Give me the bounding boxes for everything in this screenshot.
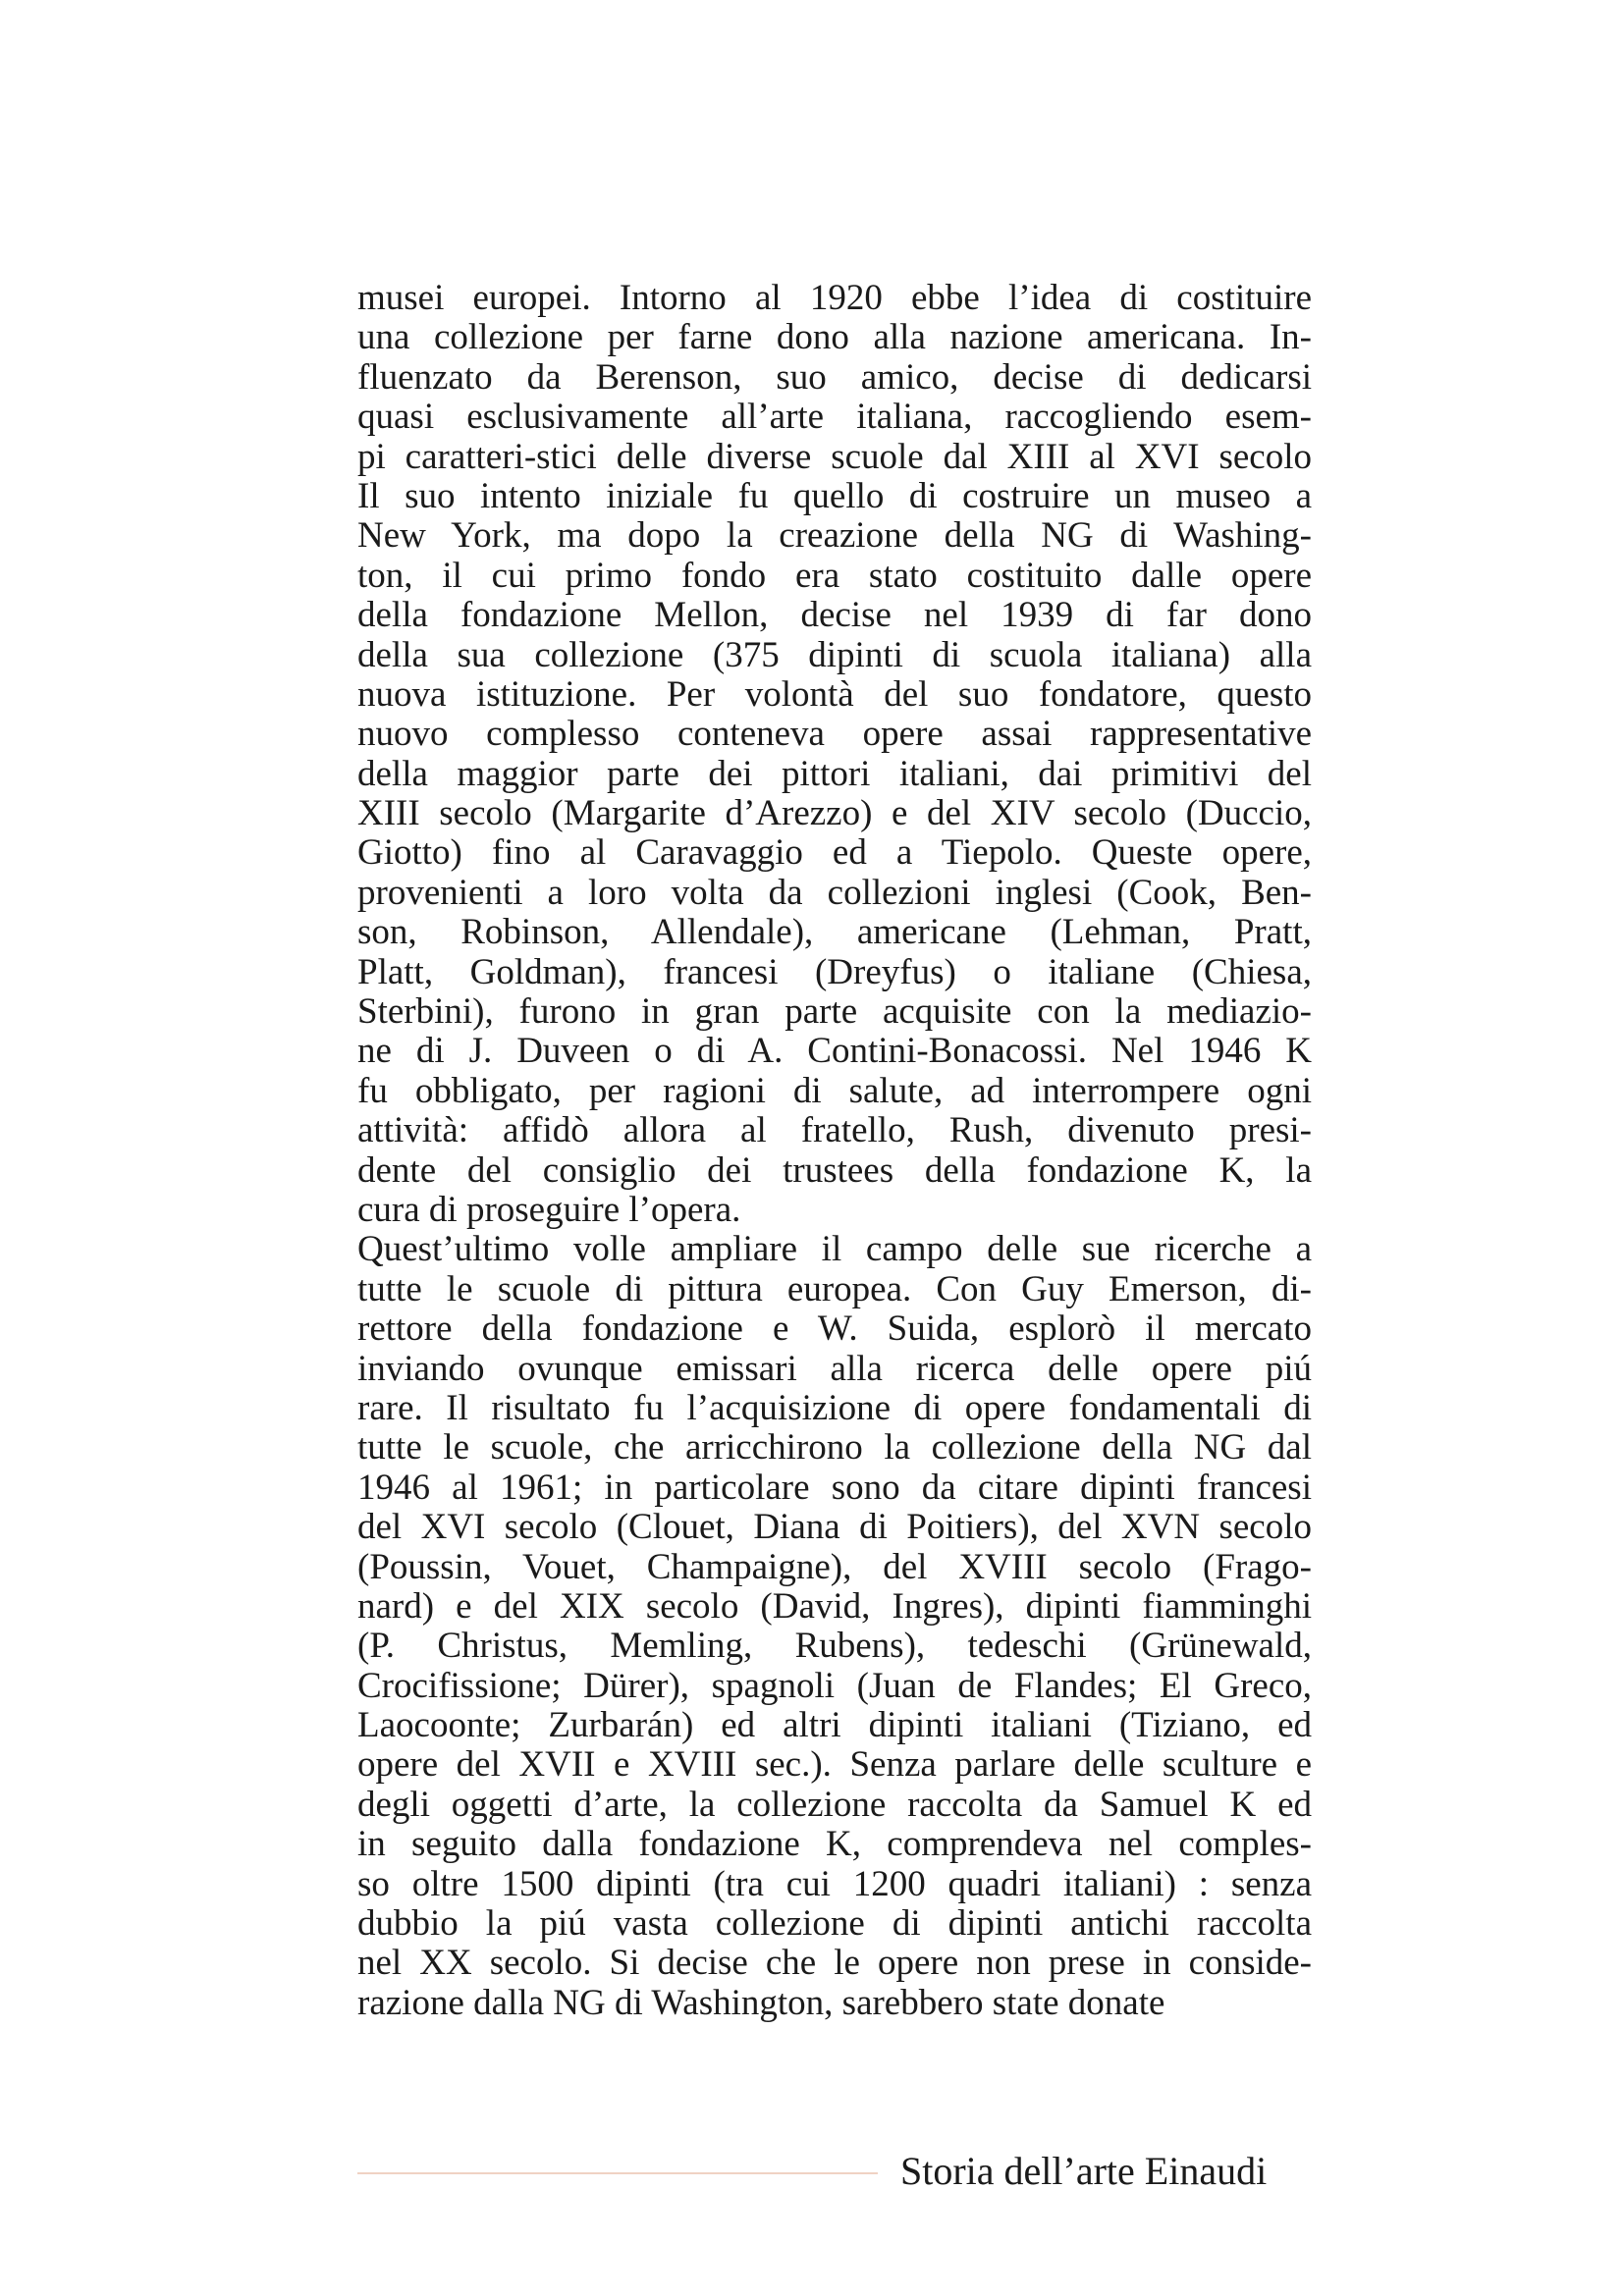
text-line: razione dalla NG di Washington, sarebbero state donate: [357, 1982, 1165, 2023]
text-line: rettore della fondazione e W. Suida, esplorò il mercato: [357, 1308, 1312, 1350]
text-line: della fondazione Mellon, decise nel 1939 di far dono: [357, 595, 1312, 636]
text-line: attività: affidò allora al fratello, Rush, divenuto presi-: [357, 1110, 1312, 1151]
text-line: rare. Il risultato fu l’acquisizione di opere fondamentali di: [357, 1387, 1312, 1428]
footer-divider: [357, 2172, 878, 2174]
text-line: Crocifissione; Dürer), spagnoli (Juan de Flandes; El Greco,: [357, 1665, 1312, 1706]
text-line: della maggior parte dei pittori italiani, dai primitivi del: [357, 753, 1312, 794]
text-line: tutte le scuole, che arricchirono la collezione della NG dal: [357, 1427, 1312, 1468]
text-line: quasi esclusivamente all’arte italiana, raccogliendo esem-: [357, 397, 1312, 438]
body-text: [357, 279, 1312, 2023]
text-line: XIII secolo (Margarite d’Arezzo) e del XIV secolo (Duccio,: [357, 793, 1312, 834]
text-line: provenienti a loro volta da collezioni inglesi (Cook, Ben-: [357, 872, 1312, 913]
text-line: una collezione per farne dono alla nazione americana. In-: [357, 317, 1312, 358]
text-line: 1946 al 1961; in particolare sono da citare dipinti francesi: [357, 1467, 1312, 1508]
text-line: (P. Christus, Memling, Rubens), tedeschi (Grünewald,: [357, 1626, 1312, 1667]
text-line: tutte le scuole di pittura europea. Con Guy Emerson, di-: [357, 1268, 1312, 1309]
text-line: Laocoonte; Zurbarán) ed altri dipinti italiani (Tiziano, ed: [357, 1705, 1312, 1746]
text-line: so oltre 1500 dipinti (tra cui 1200 quadri italiani) : senza: [357, 1863, 1312, 1904]
text-line: del XVI secolo (Clouet, Diana di Poitiers), del XVN secolo: [357, 1507, 1312, 1548]
text-line: fu obbligato, per ragioni di salute, ad interrompere ogni: [357, 1070, 1312, 1111]
text-line: dente del consiglio dei trustees della fondazione K, la: [357, 1149, 1312, 1191]
text-line: Sterbini), furono in gran parte acquisite con la mediazio-: [357, 991, 1312, 1033]
text-line: nel XX secolo. Si decise che le opere non prese in conside-: [357, 1943, 1312, 1984]
text-line: opere del XVII e XVIII sec.). Senza parlare delle sculture e: [357, 1744, 1312, 1786]
text-line: New York, ma dopo la creazione della NG di Washing-: [357, 515, 1312, 557]
text-line: cura di proseguire l’opera.: [357, 1189, 741, 1230]
text-line: ne di J. Duveen o di A. Contini-Bonacossi. Nel 1946 K: [357, 1031, 1312, 1072]
text-line: inviando ovunque emissari alla ricerca delle opere piú: [357, 1348, 1312, 1389]
text-line: ton, il cui primo fondo era stato costituito dalle opere: [357, 555, 1312, 596]
text-line: (Poussin, Vouet, Champaigne), del XVIII secolo (Frago-: [357, 1546, 1312, 1587]
text-line: Il suo intento iniziale fu quello di costruire un museo a: [357, 475, 1312, 516]
text-line: son, Robinson, Allendale), americane (Lehman, Pratt,: [357, 912, 1312, 953]
text-line: in seguito dalla fondazione K, comprendeva nel comples-: [357, 1824, 1312, 1865]
text-line: Giotto) fino al Caravaggio ed a Tiepolo. Queste opere,: [357, 832, 1312, 874]
footer-title: Storia dell’arte Einaudi: [900, 2149, 1268, 2193]
text-line: musei europei. Intorno al 1920 ebbe l’idea di costituire: [357, 278, 1312, 318]
text-line: nuova istituzione. Per volontà del suo fondatore, questo: [357, 673, 1312, 715]
text-line: nuovo complesso conteneva opere assai rappresentative: [357, 714, 1312, 755]
text-line: pi caratteri-stici delle diverse scuole dal XIII al XVI secolo: [357, 436, 1312, 477]
text-line: dubbio la piú vasta collezione di dipinti antichi raccolta: [357, 1903, 1312, 1945]
text-line: nard) e del XIX secolo (David, Ingres), dipinti fiamminghi: [357, 1585, 1312, 1627]
text-line: della sua collezione (375 dipinti di scuola italiana) alla: [357, 634, 1312, 675]
text-line: fluenzato da Berenson, suo amico, decise di dedicarsi: [357, 356, 1312, 398]
text-line: degli oggetti d’arte, la collezione raccolta da Samuel K ed: [357, 1784, 1312, 1825]
text-line: Platt, Goldman), francesi (Dreyfus) o italiane (Chiesa,: [357, 951, 1312, 992]
text-line: Quest’ultimo volle ampliare il campo delle sue ricerche a: [357, 1229, 1312, 1270]
